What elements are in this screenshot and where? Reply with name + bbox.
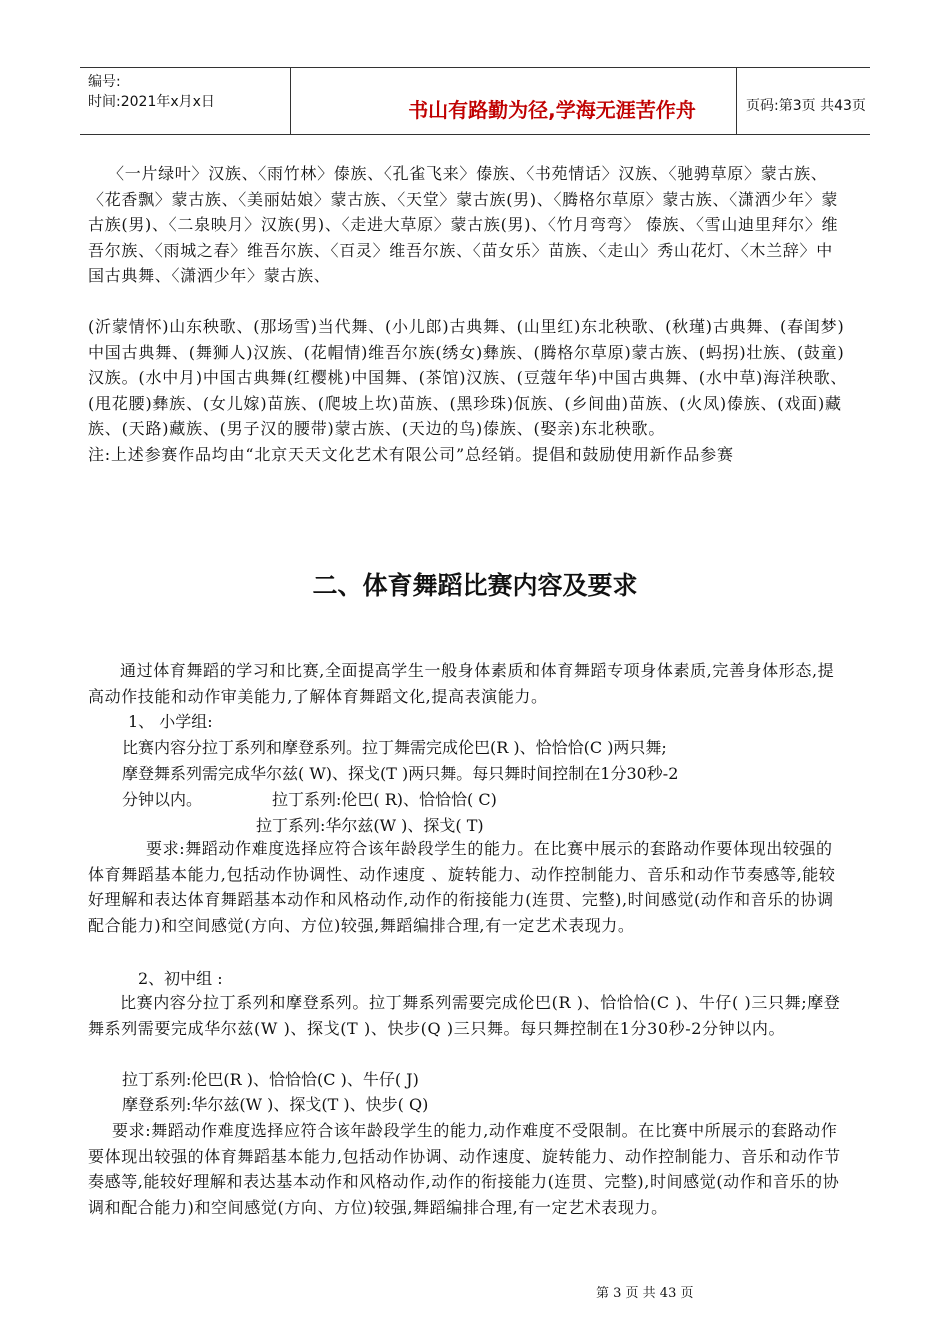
primary-content-line-3: 分钟以内。 <box>122 790 203 809</box>
primary-requirement-block <box>88 836 848 938</box>
page-footer-number: 第 3 页 共 43 页 <box>596 1286 694 1301</box>
entry-list-paragraph-2: (沂蒙情怀)山东秧歌、(那场雪)当代舞、(小儿郎)古典舞、(山里红)东北秧歌、(秋瑾)古典舞、(春闺梦)中国古典舞、(舞狮人)汉族、(花帽情)维吾尔族(绣女)彝族、(腾格尔草原)蒙古族、(蚂拐)壮族、(鼓童)汉族。(水中月)中国古典舞(红樱桃)中国舞、(茶馆)汉族、(豆蔻年华)中国古典舞、(水中草)海洋秧歌、(甩花腰)彝族、(女儿嫁)苗族、(爬坡上坎)苗族、(黑珍珠)佤族、(乡间曲)苗族、(火凤)傣族、(戏面)藏族、(天路)藏族、(男子汉的腰带)蒙古族、(天边的鸟)傣族、(娶亲)东北秧歌。 <box>88 317 848 439</box>
primary-content-line-1: 比赛内容分拉丁系列和摩登系列。拉丁舞需完成伦巴(R )、恰恰恰(C )两只舞; <box>122 738 667 757</box>
junior-content-block <box>88 990 848 1041</box>
date-label: 时间:2021年x月x日 <box>88 94 215 110</box>
junior-heading: 2、初中组 : <box>138 969 223 988</box>
intro-paragraph: 通过体育舞蹈的学习和比赛,全面提高学生一般身体素质和体育舞蹈专项身体素质,完善身体形态,提高动作技能和动作审美能力,了解体育舞蹈文化,提高表演能力。 <box>88 661 835 706</box>
page-header <box>80 67 870 135</box>
serial-label: 编号: <box>88 74 121 90</box>
section-title: 二、体育舞蹈比赛内容及要求 <box>312 571 638 600</box>
intro-block <box>88 658 848 709</box>
junior-modern-series: 摩登系列:华尔兹(W )、探戈(T )、快步( Q) <box>122 1095 429 1114</box>
entry-list-paragraph-1: 〈一片绿叶〉汉族、〈雨竹林〉傣族、〈孔雀飞来〉傣族、〈书苑情话〉汉族、〈驰骋草原〉蒙古族、〈花香飘〉蒙古族、〈美丽姑娘〉蒙古族、〈天堂〉蒙古族(男)、〈腾格尔草原〉蒙古族、〈潇洒少年〉蒙古族(男)、〈二泉映月〉汉族(男)、〈走进大草原〉蒙古族(男)、〈竹月弯弯〉 傣族、〈雪山迪里拜尔〉维吾尔族、〈雨城之春〉维吾尔族、〈百灵〉维吾尔族、〈苗女乐〉苗族、〈走山〉秀山花灯、〈木兰辞〉中国古典舞、〈潇洒少年〉蒙古族、 <box>88 164 839 286</box>
header-page-label: 页码:第3页 共43页 <box>746 98 866 114</box>
entry-list-block-2 <box>88 314 848 468</box>
junior-requirement-block <box>88 1118 848 1220</box>
header-meta <box>88 72 283 112</box>
junior-requirement: 要求:舞蹈动作难度选择应符合该年龄段学生的能力,动作难度不受限制。在比赛中所展示的套路动作要体现出较强的体育舞蹈基本能力,包括动作协调、动作速度、旋转能力、动作控制能力、音乐和动作节奏感等,能较好理解和表达基本动作和风格动作,动作的衔接能力(连贯、完整),时间感觉(动作和音乐的协调和配合能力)和空间感觉(方向、方位)较强,舞蹈编排合理,有一定艺术表现力。 <box>88 1121 841 1217</box>
header-divider <box>736 68 737 134</box>
primary-latin-series: 拉丁系列:伦巴( R)、恰恰恰( C) <box>272 790 497 809</box>
primary-heading: 1、 小学组: <box>128 712 213 731</box>
primary-content-line-2: 摩登舞系列需完成华尔兹( W)、探戈(T )两只舞。每只舞时间控制在1分30秒-2 <box>122 764 679 783</box>
header-slogan: 书山有路勤为径,学海无涯苦作舟 <box>408 98 696 122</box>
primary-requirement: 要求:舞蹈动作难度选择应符合该年龄段学生的能力。在比赛中展示的套路动作要体现出较强的体育舞蹈基本能力,包括动作协调性、动作速度 、旋转能力、动作控制能力、音乐和动作节奏感等,能较好理解和表达体育舞蹈基本动作和风格动作,动作的衔接能力(连贯、完整),时间感觉(动作和音乐的协调配合能力)和空间感觉(方向、方位)较强,舞蹈编排合理,有一定艺术表现力。 <box>88 839 836 935</box>
entry-note: 注:上述参赛作品均由“北京天天文化艺术有限公司”总经销。提倡和鼓励使用新作品参赛 <box>88 444 734 464</box>
header-divider <box>290 68 291 134</box>
junior-content: 比赛内容分拉丁系列和摩登系列。拉丁舞系列需要完成伦巴(R )、恰恰恰(C )、牛仔( )三只舞;摩登舞系列需要完成华尔兹(W )、探戈(T )、快步(Q )三只舞。每只舞控制在1分30秒-2分钟以内。 <box>88 993 841 1038</box>
primary-modern-series: 拉丁系列:华尔兹(W )、探戈( T) <box>256 816 484 835</box>
junior-latin-series: 拉丁系列:伦巴(R )、恰恰恰(C )、牛仔( J) <box>122 1070 419 1089</box>
entry-list-block <box>88 161 848 289</box>
